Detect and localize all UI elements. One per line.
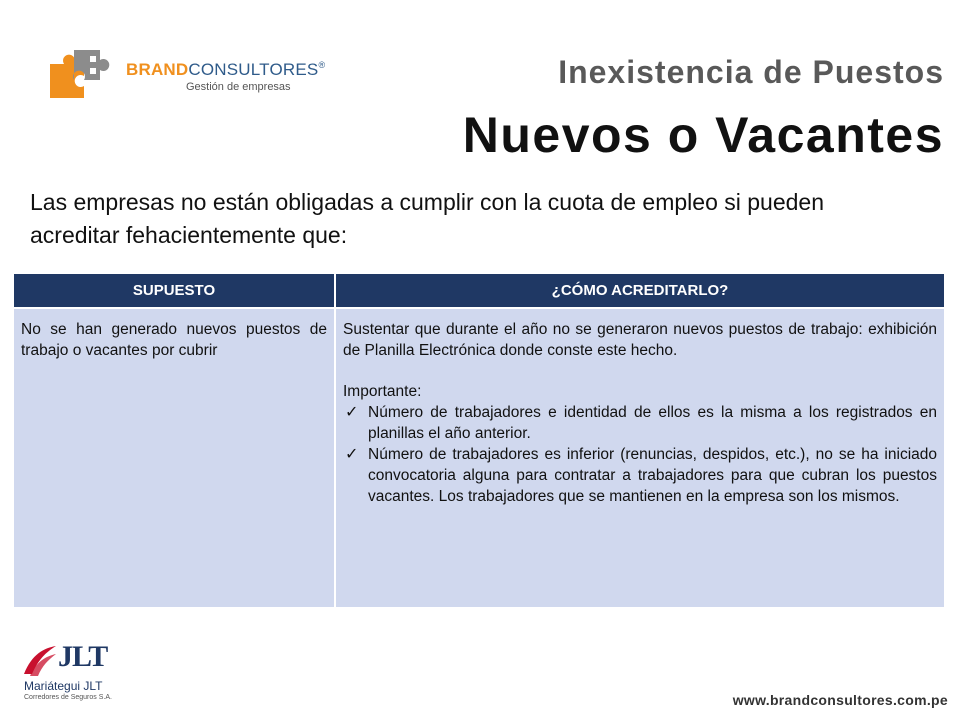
checkmark-icon: ✓ — [345, 404, 359, 421]
jlt-swoosh-icon — [22, 644, 58, 678]
checklist — [343, 402, 937, 507]
acreditar-intro-text: Sustentar que durante el año no se generaron nuevos puestos de trabajo: exhibición de Planilla Electrónica donde conste este hecho. — [343, 321, 937, 359]
importante-label: Importante: — [343, 383, 422, 400]
list-item — [343, 402, 937, 444]
brand-consultores-logo — [46, 44, 326, 104]
header-supuesto: SUPUESTO — [13, 273, 335, 308]
slide-title: Nuevos o Vacantes — [462, 107, 944, 163]
jlt-name: JLT — [58, 640, 108, 673]
checkmark-icon: ✓ — [345, 446, 359, 463]
brand-name — [126, 60, 325, 80]
supuesto-text: No se han generado nuevos puestos de trabajo o vacantes por cubrir — [21, 321, 327, 359]
jlt-company-tagline: Corredores de Seguros S.A. — [24, 694, 112, 701]
jlt-company-name: Mariátegui JLT — [24, 679, 103, 693]
website-link[interactable]: www.brandconsultores.com.pe — [732, 692, 948, 708]
table-row — [13, 308, 945, 608]
slide-subtitle: Inexistencia de Puestos — [558, 54, 944, 90]
conditions-table — [12, 272, 946, 609]
table-header-row — [13, 273, 945, 308]
intro-paragraph: Las empresas no están obligadas a cumplir con la cuota de empleo si pueden acreditar fehacientemente que: — [30, 189, 824, 248]
list-item — [343, 444, 937, 507]
puzzle-logo-icon — [46, 44, 126, 104]
registered-mark: ® — [318, 60, 326, 70]
list-item-text: Número de trabajadores es inferior (renuncias, despidos, etc.), no se ha iniciado convocatoria alguna para contratar a trabajadores para que cubran los puestos vacantes. Los trabajadores que se mantienen en la empresa son los mismos. — [368, 446, 937, 505]
list-item-text: Número de trabajadores e identidad de ellos es la misma a los registrados en planillas el año anterior. — [368, 404, 937, 442]
cell-acreditar — [335, 308, 945, 608]
brand-name-part2: CONSULTORES — [188, 60, 319, 79]
brand-name-part1: BRAND — [126, 60, 189, 79]
jlt-logo — [22, 640, 132, 710]
brand-tagline: Gestión de empresas — [186, 81, 291, 93]
cell-supuesto — [13, 308, 335, 608]
header-como-acreditarlo: ¿CÓMO ACREDITARLO? — [335, 273, 945, 308]
